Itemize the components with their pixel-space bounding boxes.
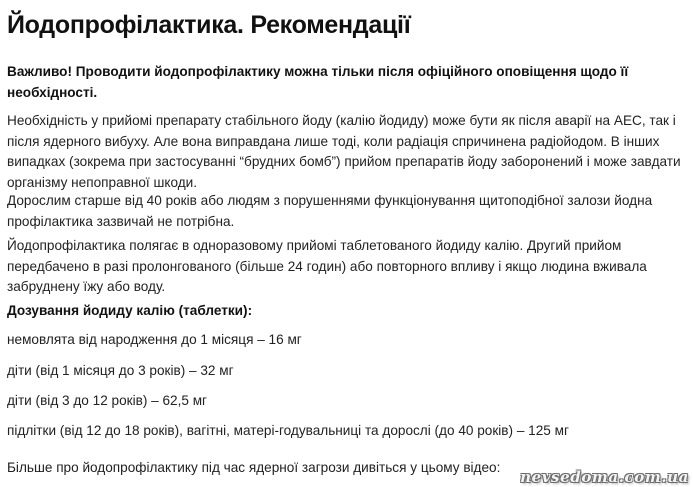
- site-watermark: nevsedoma.com.ua: [520, 468, 689, 486]
- more-info-paragraph: Більше про йодопрофілактику під час ядерної загрози дивіться у цьому відео:: [7, 460, 501, 475]
- dosage-item-infants: немовлята від народження до 1 місяця – 16 мг: [7, 332, 302, 347]
- dosage-item-children-3-12y: діти (від 3 до 12 років) – 62,5 мг: [7, 393, 208, 408]
- procedure-paragraph: Йодопрофілактика полягає в одноразовому прийомі таблетованого йодиду калію. Другий прийом передбачено в разі пролонгованого (більше 24 годин) або повторного впливу і якщо людина вживала забруднену їжу або воду.: [7, 238, 647, 294]
- dosage-heading: Дозування йодиду калію (таблетки):: [7, 303, 253, 318]
- important-notice: Важливо! Проводити йодопрофілактику можна тільки після офіційного оповіщення щодо її необхідності.: [7, 64, 629, 100]
- dosage-item-children-1m-3y: діти (від 1 місяця до 3 років) – 32 мг: [7, 363, 234, 378]
- adults-paragraph: Дорослим старше від 40 років або людям з порушеннями функціонування щитоподібної залози йодна профілактика зазвичай не потрібна.: [7, 193, 653, 229]
- page-title: Йодопрофілактика. Рекомендації: [7, 11, 411, 39]
- necessity-paragraph: Необхідність у прийомі препарату стабільного йоду (калію йодиду) може бути як після аварії на АЕС, так і після ядерного вибуху. Але вона виправдана лише тоді, коли радіація спричинена радіойодом. В інших випадках (зокрема при застосуванні “брудних бомб”) прийом препаратів йоду заборонений і може завдати організму непоправної шкоди.: [7, 113, 681, 190]
- dosage-item-teens-adults: підлітки (від 12 до 18 років), вагітні, матері-годувальниці та дорослі (до 40 років) – 125 мг: [7, 423, 569, 438]
